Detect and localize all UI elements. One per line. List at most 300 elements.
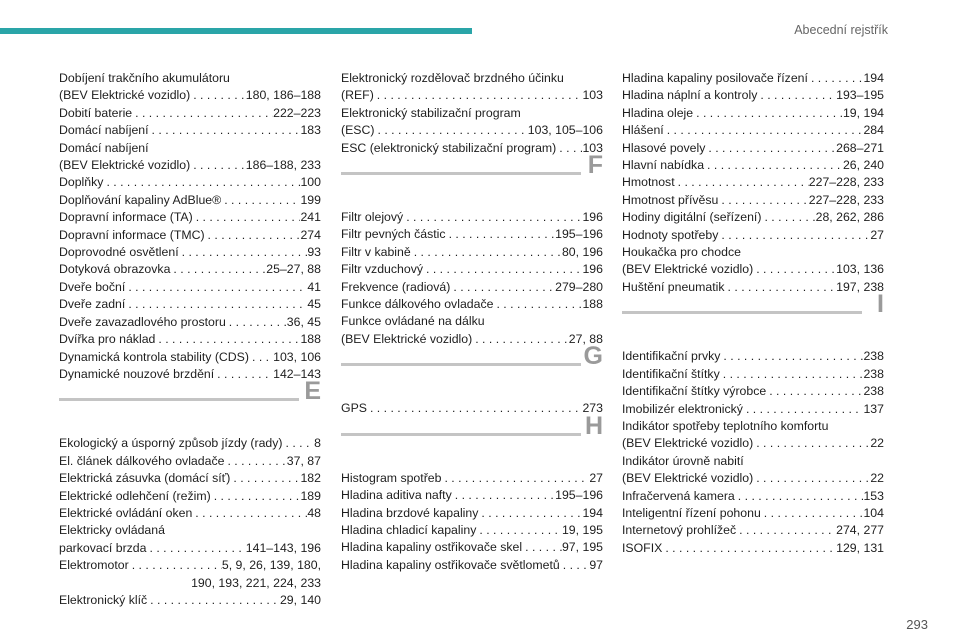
index-entry [622, 244, 884, 279]
header-accent-bar [0, 28, 472, 34]
index-entry [341, 226, 603, 243]
entry-line [622, 105, 884, 122]
entry-term: Elektrická zásuvka (domácí síť) [59, 471, 231, 486]
entry-line [622, 140, 884, 157]
entry-line [59, 505, 321, 522]
entry-pages: 194 [582, 505, 603, 520]
entry-line [341, 244, 603, 261]
entry-pages: 28, 262, 286 [815, 210, 884, 225]
dot-leader [230, 470, 300, 487]
letter-section-heading [622, 290, 884, 348]
dot-leader [190, 157, 246, 174]
entry-term: Domácí nabíjení [59, 123, 149, 138]
entry-term: (REF) [341, 88, 374, 103]
dot-leader [743, 401, 864, 418]
entry-line [59, 174, 321, 191]
entry-term: Elektrické odlehčení (režim) [59, 488, 211, 503]
dot-leader [149, 122, 301, 139]
entry-term: GPS [341, 401, 367, 416]
entry-pages: 268–271 [836, 140, 884, 155]
index-column-1 [59, 70, 321, 609]
index-entry [622, 348, 884, 365]
entry-line [59, 435, 321, 452]
entry-pages: 97, 195 [561, 540, 603, 555]
index-entry [59, 261, 321, 278]
entry-pages: 25–27, 88 [266, 262, 321, 277]
index-entry [59, 279, 321, 296]
entry-pages: 103, 136 [836, 262, 884, 277]
entry-term: Doprovodné osvětlení [59, 245, 179, 260]
entry-pages: 27 [589, 470, 603, 485]
entry-pages: 180, 186–188 [245, 88, 321, 103]
entry-pages: 22 [870, 471, 884, 486]
entry-term: Hlášení [622, 123, 664, 138]
entry-line [622, 401, 884, 418]
entry-line [341, 209, 603, 226]
index-entry [622, 209, 884, 226]
entry-pages: 279–280 [555, 279, 603, 294]
entry-line [622, 192, 884, 209]
entry-pages: 22 [870, 436, 884, 451]
dot-leader [125, 279, 307, 296]
section-divider [622, 311, 862, 314]
dot-leader [725, 279, 837, 296]
entry-term: Infračervená kamera [622, 488, 735, 503]
entry-line [622, 227, 884, 244]
entry-term: ISOFIX [622, 540, 663, 555]
entry-term: Hodiny digitální (seřízení) [622, 210, 762, 225]
dot-leader [720, 366, 864, 383]
index-entry [341, 296, 603, 313]
entry-line [59, 349, 321, 366]
entry-term: ESC (elektronický stabilizační program) [341, 140, 557, 155]
dot-leader [190, 87, 246, 104]
entry-pages: 188 [300, 332, 321, 347]
dot-leader [493, 296, 582, 313]
dot-leader [761, 505, 864, 522]
index-entry [341, 400, 603, 417]
entry-pages: 238 [863, 366, 884, 381]
dot-leader [757, 87, 836, 104]
entry-line [622, 157, 884, 174]
entry-line [341, 279, 603, 296]
entry-term: Hmotnost [622, 175, 675, 190]
entry-pages: 227–228, 233 [808, 175, 884, 190]
dot-leader [556, 140, 582, 157]
index-entry [59, 227, 321, 244]
dot-leader [367, 400, 583, 417]
entry-pages: 19, 195 [561, 522, 603, 537]
entry-pages: 26, 240 [842, 158, 884, 173]
entry-pages: 222–223 [273, 105, 321, 120]
entry-pages: 27, 88 [568, 331, 603, 346]
index-entry [622, 140, 884, 157]
dot-leader [224, 453, 286, 470]
index-entry [622, 227, 884, 244]
entry-line [341, 522, 603, 539]
entry-term: Identifikační štítky výrobce [622, 384, 767, 399]
index-entry [59, 557, 321, 592]
dot-leader [211, 488, 301, 505]
entry-line [341, 470, 603, 487]
entry-line [622, 435, 884, 452]
entry-term: Dveře zavazadlového prostoru [59, 314, 226, 329]
entry-line [622, 470, 884, 487]
dot-leader [476, 522, 562, 539]
entry-pages: 186–188, 233 [245, 158, 321, 173]
index-entry [59, 174, 321, 191]
entry-term: Ekologický a úsporný způsob jízdy (rady) [59, 436, 283, 451]
dot-leader [179, 244, 308, 261]
index-entry [341, 70, 603, 105]
dot-leader [374, 87, 583, 104]
index-entry [622, 418, 884, 453]
index-entry [622, 401, 884, 418]
entry-term: (BEV Elektrické vozidlo) [622, 262, 754, 277]
entry-line [341, 296, 603, 313]
entry-line [59, 192, 321, 209]
entry-line [59, 209, 321, 226]
dot-leader [214, 366, 273, 383]
entry-line [622, 505, 884, 522]
entry-line [59, 157, 321, 174]
index-entry [622, 70, 884, 87]
entry-line [341, 400, 603, 417]
dot-leader [170, 261, 266, 278]
index-entry [622, 157, 884, 174]
section-divider [341, 433, 581, 436]
entry-term: Huštění pneumatik [622, 279, 725, 294]
dot-leader [664, 122, 864, 139]
entry-term: Dobití baterie [59, 105, 133, 120]
index-entry [59, 592, 321, 609]
dot-leader [478, 505, 582, 522]
entry-line [341, 87, 603, 104]
index-entry [622, 122, 884, 139]
index-entry [341, 487, 603, 504]
entry-term: El. článek dálkového ovladače [59, 453, 225, 468]
dot-leader [450, 279, 555, 296]
entry-pages: 183 [300, 123, 321, 138]
entry-term: Dotyková obrazovka [59, 262, 171, 277]
entry-term: Identifikační prvky [622, 349, 721, 364]
entry-term: Dynamická kontrola stability (CDS) [59, 349, 249, 364]
entry-pages: 142–143 [273, 366, 321, 381]
entry-term: Hladina kapaliny posilovače řízení [622, 71, 808, 85]
entry-pages: 238 [863, 349, 884, 364]
section-letter: E [304, 377, 321, 406]
dot-leader [221, 192, 300, 209]
dot-leader [808, 70, 864, 87]
entry-line [59, 366, 321, 383]
entry-pages: 241 [300, 210, 321, 225]
index-entry [59, 192, 321, 209]
entry-pages: 41 [307, 279, 321, 294]
entry-term: Hladina kapaliny ostřikovače světlometů [341, 557, 560, 572]
entry-line [341, 331, 603, 348]
index-entry [341, 522, 603, 539]
entry-term: Hlavní nabídka [622, 158, 705, 173]
entry-line [59, 261, 321, 278]
entry-pages: 273 [582, 401, 603, 416]
index-entry [341, 140, 603, 157]
letter-section-heading [341, 411, 603, 470]
entry-pages: 194 [863, 71, 884, 85]
entry-pages: 27 [870, 227, 884, 242]
entry-pages: 197, 238 [836, 279, 884, 294]
entry-pages: 129, 131 [836, 540, 884, 555]
entry-line [622, 174, 884, 191]
entry-pages: 100 [300, 175, 321, 190]
entry-pages: 37, 87 [286, 453, 321, 468]
section-divider [341, 363, 581, 366]
dot-leader [761, 209, 815, 226]
entry-pages: 93 [307, 245, 321, 260]
index-entry [59, 470, 321, 487]
entry-term: Doplňky [59, 175, 104, 190]
entry-pages: 48 [307, 505, 321, 520]
index-entry [622, 540, 884, 557]
entry-term: Elektricky ovládaná [59, 523, 165, 538]
entry-pages: 103 [582, 140, 603, 155]
entry-term: (BEV Elektrické vozidlo) [622, 471, 754, 486]
section-letter: H [584, 411, 603, 440]
letter-section-heading [341, 342, 603, 400]
entry-line [341, 539, 603, 556]
entry-term: Hladina oleje [622, 105, 694, 120]
entry-pages: 284 [863, 123, 884, 138]
letter-section-heading [59, 377, 321, 435]
entry-pages: 274, 277 [836, 523, 884, 538]
entry-term: Elektronický rozdělovač brzdného účinku [341, 71, 564, 85]
entry-term: (BEV Elektrické vozidlo) [622, 436, 754, 451]
index-entry [341, 557, 603, 574]
entry-term: Dynamické nouzové brzdění [59, 366, 215, 381]
dot-leader [452, 487, 555, 504]
dot-leader [423, 261, 582, 278]
entry-term: Houkačka pro chodce [622, 245, 741, 260]
index-entry [622, 488, 884, 505]
index-entry [341, 539, 603, 556]
index-entry [622, 192, 884, 209]
entry-term: Elektromotor [59, 558, 129, 573]
index-entry [59, 140, 321, 175]
entry-term: Inteligentní řízení pohonu [622, 505, 761, 520]
section-divider [341, 172, 581, 175]
entry-pages: 80, 196 [561, 244, 603, 259]
entry-term: Hladina náplní a kontroly [622, 88, 758, 103]
dot-leader [718, 192, 808, 209]
entry-line [622, 70, 884, 87]
section-divider [59, 398, 299, 401]
entry-term: Filtr vzduchový [341, 262, 424, 277]
dot-leader [736, 522, 836, 539]
index-column-3 [622, 70, 884, 557]
dot-leader [283, 435, 315, 452]
dot-leader [226, 314, 287, 331]
index-entry [622, 366, 884, 383]
entry-line [59, 314, 321, 331]
entry-term: Histogram spotřeb [341, 470, 442, 485]
section-title: Abecední rejstřík [794, 23, 888, 37]
entry-pages: 195–196 [555, 227, 603, 242]
index-entry [59, 314, 321, 331]
index-entry [59, 366, 321, 383]
entry-pages: 153 [863, 488, 884, 503]
entry-line [341, 505, 603, 522]
entry-line [59, 470, 321, 487]
dot-leader [147, 592, 280, 609]
dot-leader [753, 261, 836, 278]
dot-leader [205, 227, 301, 244]
entry-line [59, 557, 321, 574]
index-entry [59, 505, 321, 522]
entry-pages: 238 [863, 384, 884, 399]
entry-line [59, 279, 321, 296]
dot-leader [374, 122, 527, 139]
dot-leader [693, 105, 843, 122]
entry-line [622, 348, 884, 365]
dot-leader [155, 331, 300, 348]
entry-line [59, 331, 321, 348]
entry-line [59, 592, 321, 609]
dot-leader [103, 174, 300, 191]
entry-term: (BEV Elektrické vozidlo) [341, 331, 473, 346]
index-entry [59, 122, 321, 139]
dot-leader [675, 174, 809, 191]
entry-term: Dveře boční [59, 279, 126, 294]
entry-line [59, 87, 321, 104]
index-entry [59, 349, 321, 366]
entry-pages: 195–196 [555, 488, 603, 503]
entry-line [622, 540, 884, 557]
dot-leader [753, 435, 870, 452]
entry-term: Frekvence (radiová) [341, 279, 451, 294]
dot-leader [718, 227, 870, 244]
entry-term: (ESC) [341, 123, 375, 138]
entry-line [622, 261, 884, 278]
index-entry [341, 244, 603, 261]
entry-term: Hodnoty spotřeby [622, 227, 719, 242]
entry-line [59, 122, 321, 139]
entry-line [59, 105, 321, 122]
entry-term: Doplňování kapaliny AdBlue® [59, 192, 222, 207]
index-entry [622, 522, 884, 539]
entry-term: Identifikační štítky [622, 366, 720, 381]
entry-pages: 45 [307, 297, 321, 312]
entry-line [341, 226, 603, 243]
entry-term: Hladina brzdové kapaliny [341, 505, 479, 520]
entry-line [622, 383, 884, 400]
entry-line [622, 209, 884, 226]
index-entry [341, 313, 603, 348]
entry-term: Elektrické ovládání oken [59, 505, 193, 520]
entry-term: Internetový prohlížeč [622, 523, 737, 538]
entry-line [622, 279, 884, 296]
entry-pages: 8 [314, 436, 321, 451]
dot-leader [147, 540, 246, 557]
entry-pages: 193–195 [836, 88, 884, 103]
entry-pages-continued: 190, 193, 221, 224, 233 [191, 575, 321, 590]
dot-leader [704, 157, 843, 174]
entry-line [622, 488, 884, 505]
entry-term: (BEV Elektrické vozidlo) [59, 88, 191, 103]
dot-leader [403, 209, 582, 226]
entry-pages: 103, 105–106 [527, 123, 603, 138]
entry-pages: 274 [300, 227, 321, 242]
entry-term: Dveře zadní [59, 297, 126, 312]
index-entry [341, 505, 603, 522]
entry-pages: 5, 9, 26, 139, 180, [221, 558, 321, 573]
entry-pages: 189 [300, 488, 321, 503]
entry-term: Filtr v kabině [341, 244, 411, 259]
entry-term: Hladina aditiva nafty [341, 488, 452, 503]
entry-pages: 137 [863, 401, 884, 416]
entry-line [59, 244, 321, 261]
index-entry [59, 435, 321, 452]
index-entry [59, 453, 321, 470]
section-letter: G [583, 342, 603, 371]
entry-pages: 29, 140 [279, 592, 321, 607]
entry-line [341, 557, 603, 574]
index-entry [59, 244, 321, 261]
entry-line [59, 453, 321, 470]
index-entry [341, 105, 603, 140]
index-entry [341, 209, 603, 226]
entry-pages: 19, 194 [842, 105, 884, 120]
index-entry [341, 470, 603, 487]
entry-term: Elektronický stabilizační program [341, 105, 521, 120]
page-number: 293 [906, 617, 928, 632]
entry-pages: 196 [582, 210, 603, 225]
dot-leader [766, 383, 863, 400]
dot-leader [720, 348, 863, 365]
entry-term: Imobilizér elektronický [622, 401, 743, 416]
entry-pages: 196 [582, 262, 603, 277]
entry-pages: 141–143, 196 [245, 540, 321, 555]
section-letter: F [587, 151, 603, 180]
entry-line [341, 261, 603, 278]
entry-pages: 188 [582, 297, 603, 312]
entry-line [59, 296, 321, 313]
entry-term: Elektronický klíč [59, 592, 148, 607]
entry-term: Hladina chladicí kapaliny [341, 522, 477, 537]
index-entry [59, 296, 321, 313]
dot-leader [441, 470, 589, 487]
dot-leader [753, 470, 870, 487]
dot-leader [705, 140, 836, 157]
entry-term: Filtr olejový [341, 210, 404, 225]
entry-term: Dopravní informace (TMC) [59, 227, 205, 242]
index-entry [622, 105, 884, 122]
index-entry [622, 279, 884, 296]
index-entry [59, 488, 321, 505]
entry-term: Hlasové povely [622, 140, 706, 155]
entry-line [59, 488, 321, 505]
entry-pages: 199 [300, 192, 321, 207]
dot-leader [132, 105, 273, 122]
entry-line [622, 366, 884, 383]
index-entry [622, 174, 884, 191]
index-entry [59, 70, 321, 105]
entry-line [622, 87, 884, 104]
entry-line [622, 522, 884, 539]
entry-pages: 103 [582, 88, 603, 103]
index-entry [341, 261, 603, 278]
entry-term: parkovací brzda [59, 540, 147, 555]
entry-line [59, 540, 321, 557]
dot-leader [735, 488, 864, 505]
